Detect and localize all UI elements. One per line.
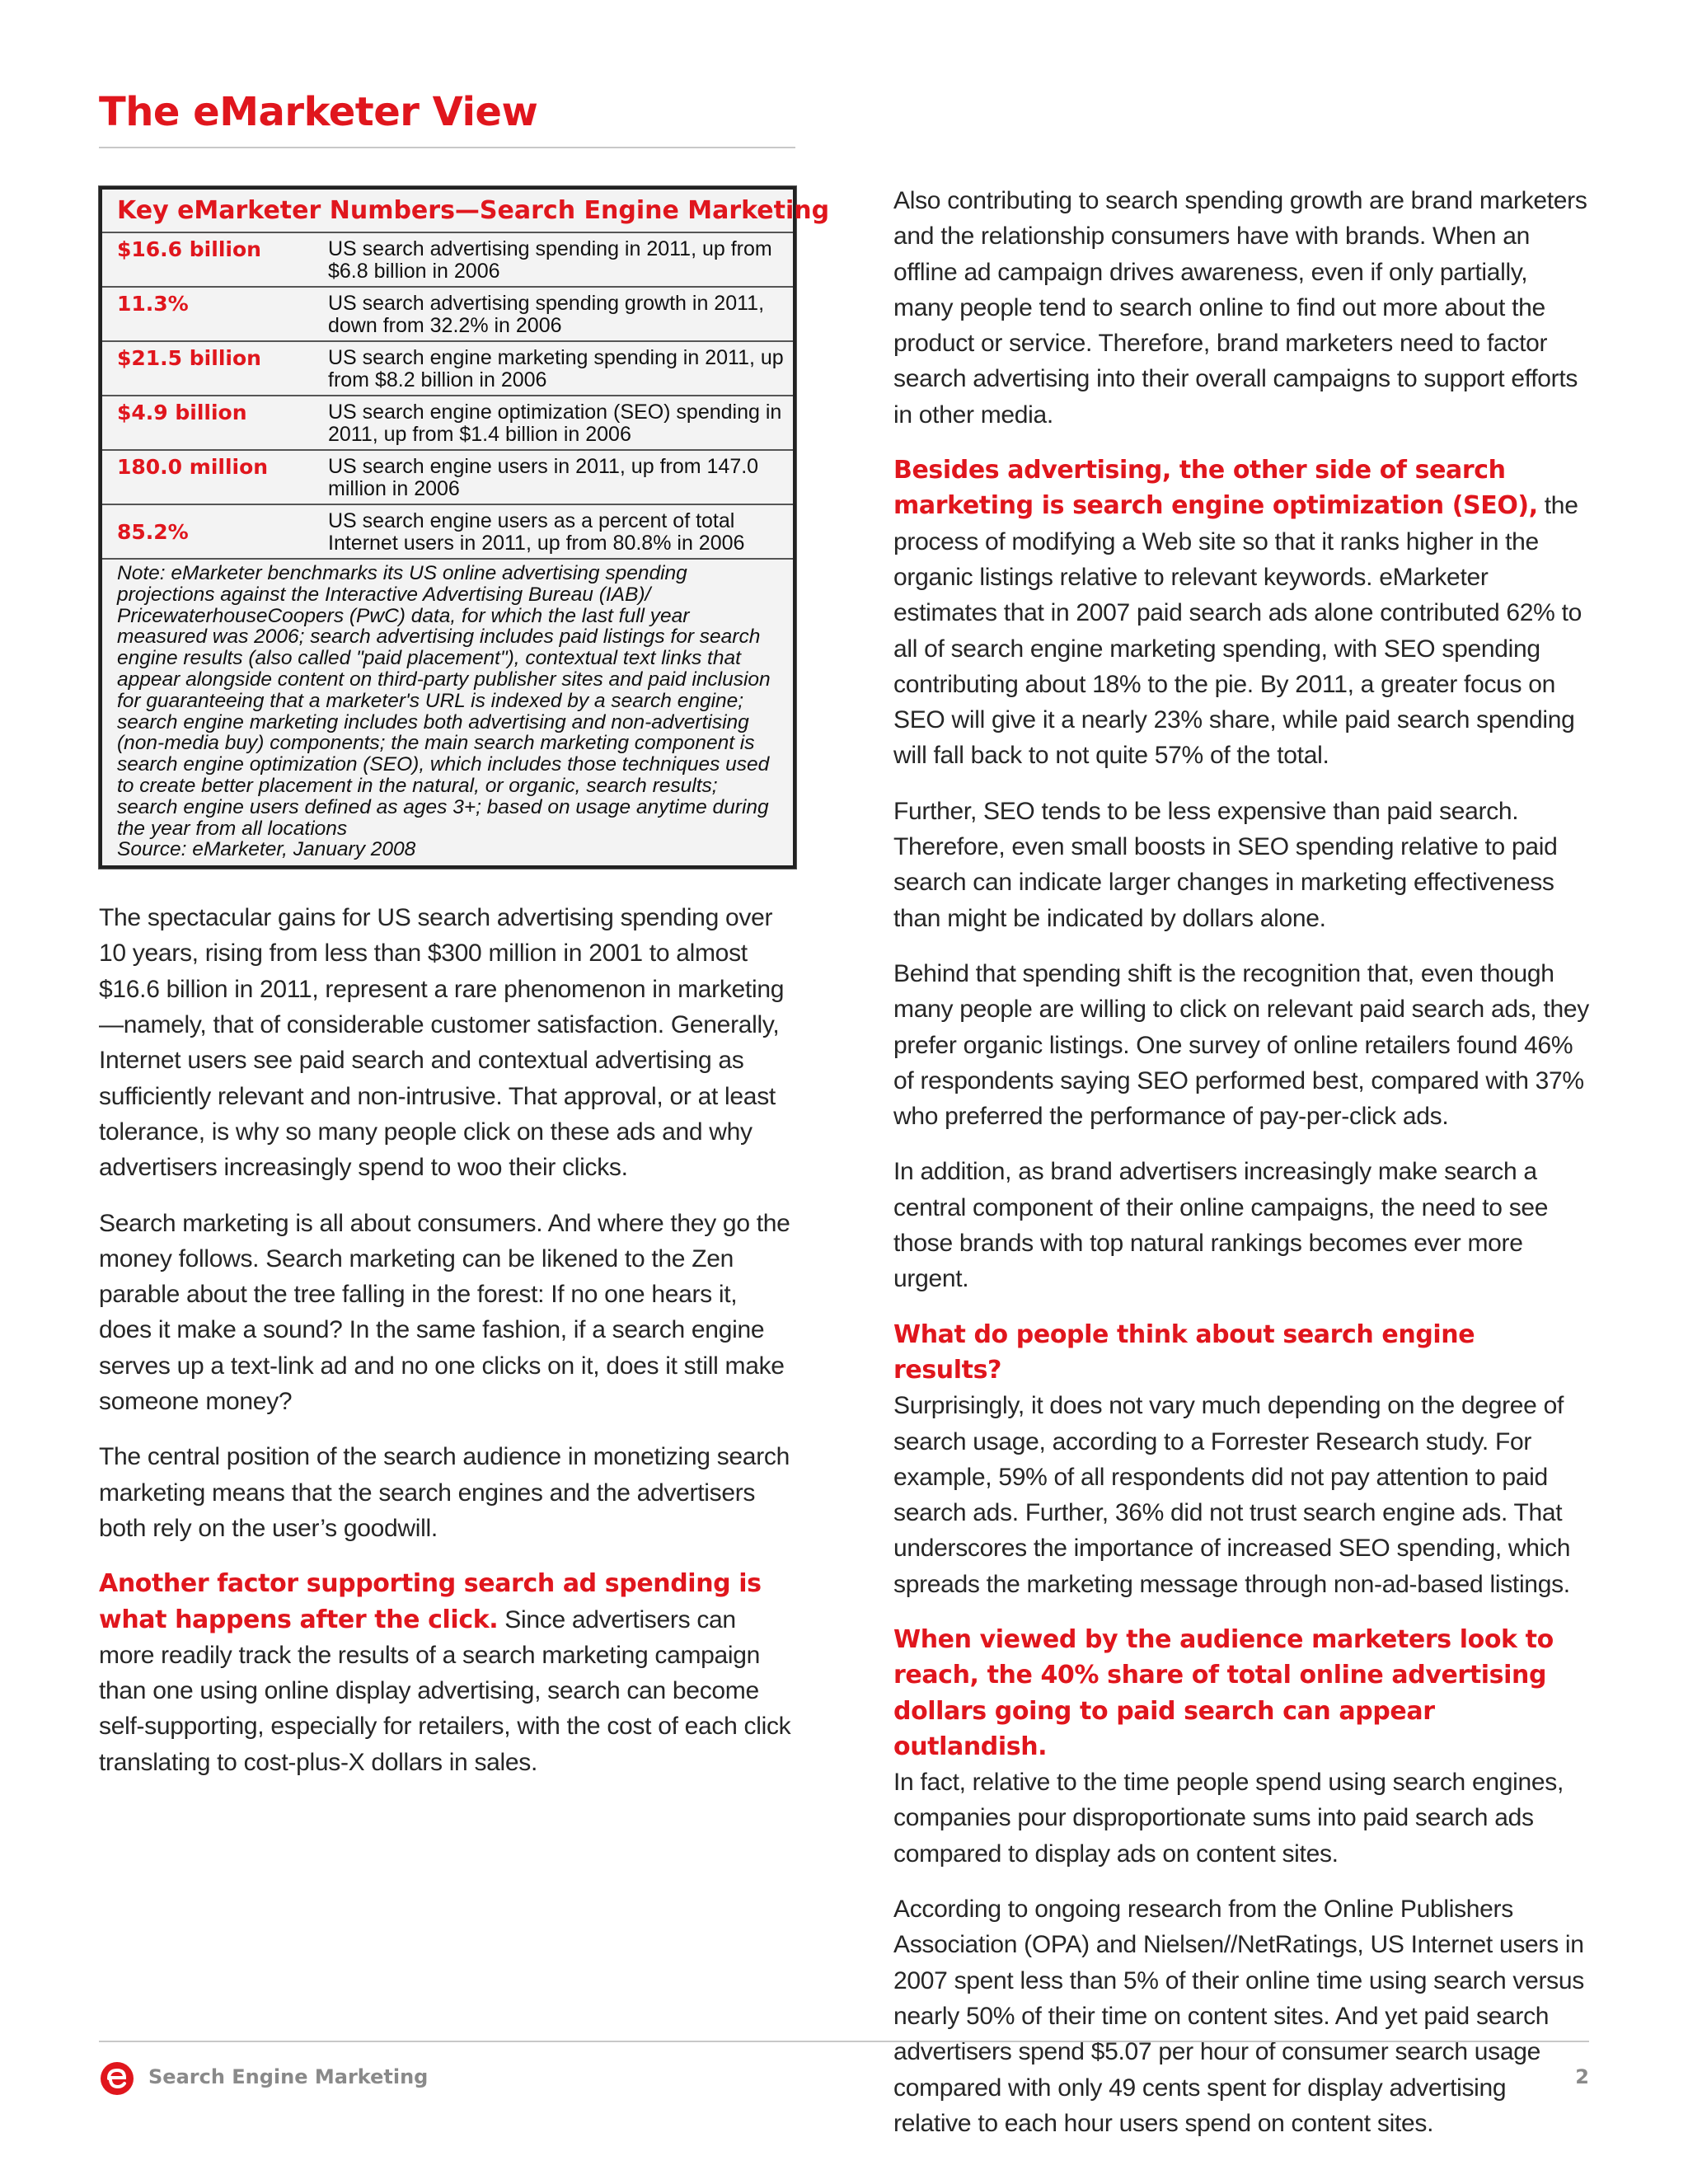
key-number-value: 85.2% <box>117 520 189 544</box>
key-number-value: $16.6 billion <box>117 237 261 261</box>
body-paragraph <box>893 452 1590 774</box>
right-column <box>893 183 1590 2161</box>
key-number-value: $4.9 billion <box>117 401 247 424</box>
highlight-lead: Besides advertising, the other side of search marketing is search engine optimization (SEO), <box>893 456 1538 521</box>
page-title: The eMarketer View <box>99 89 538 135</box>
key-number-value: 11.3% <box>117 292 189 316</box>
section-heading: What do people think about search engine results? <box>893 1319 1475 1385</box>
paragraph-text: the process of modifying a Web site so that it ranks higher in the organic listings relative to relevant keywords. eMarketer estimates that in 2007 paid search ads alone contributed 62% to all of search engine marketing spending, with SEO spending contributing about 18% to the pie. By 2011, a greater focus on SEO will give it a nearly 23% share, while paid search spending will fall back to not quite 57% of the total. <box>893 492 1582 770</box>
highlight-lead: Another factor supporting search ad spending is what happens after the click. <box>99 1569 762 1634</box>
footer-report-title: Search Engine Marketing <box>148 2065 429 2088</box>
key-number-row <box>102 342 793 396</box>
page-number: 2 <box>1575 2065 1589 2088</box>
note-text: Note: eMarketer benchmarks its US online advertising spending projections against the Interactive Advertising Bureau (IAB)/ PricewaterhouseCoopers (PwC) data, for which the last full year measured was 2006; search advertising includes paid listings for search engine results (also called "paid placement"), contextual text links that appear alongside content on third-party publisher sites and paid inclusion for guaranteeing that a marketer's URL is indexed by a search engine; search engine marketing includes both advertising and non-advertising (non-media buy) components; the main search marketing component is search engine optimization (SEO), which includes those techniques used to create better placement in the natural, or organic, search results; search engine users defined as ages 3+; based on usage anytime during the year from all locations <box>117 562 771 840</box>
key-number-description: US search engine marketing spending in 2011, up from $8.2 billion in 2006 <box>328 346 784 391</box>
key-numbers-box <box>99 186 830 869</box>
body-paragraph: Also contributing to search spending growth are brand marketers and the relationship consumers have with brands. When an offline ad campaign drives awareness, even if only partially, many people tend to search online to find out more about the product or service. Therefore, brand marketers need to factor search advertising into their overall campaigns to support efforts in other media. <box>893 187 1587 429</box>
key-number-value: 180.0 million <box>117 455 269 479</box>
section-heading: When viewed by the audience marketers look to reach, the 40% share of total online advertising dollars going to paid search can appear outlandish. <box>893 1624 1554 1761</box>
source-text: Source: eMarketer, January 2008 <box>117 838 416 861</box>
body-paragraph: The spectacular gains for US search advertising spending over 10 years, rising from less than $300 million in 2001 to almost $16.6 billion in 2011, represent a rare phenomenon in marketing—namely, that of considerable customer satisfaction. Generally, Internet users see paid search and contextual advertising as sufficiently relevant and non-intrusive. That approval, or at least tolerance, is why so many people click on these ads and why advertisers increasingly spend to woo their clicks. <box>99 904 785 1182</box>
emarketer-logo-icon <box>99 2060 135 2097</box>
body-paragraph: Search marketing is all about consumers. And where they go the money follows. Search marketing can be likened to the Zen parable about the tree falling in the forest: If no one hears it, does it make a sound? In the same fashion, if a search engine serves up a text-link ad and no one clicks on it, does it still make someone money? <box>99 1209 790 1416</box>
key-number-description: US search engine users in 2011, up from 147.0 million in 2006 <box>328 455 759 500</box>
body-paragraph: Surprisingly, it does not vary much depending on the degree of search usage, according to a Forrester Research study. For example, 59% of all respondents did not pay attention to paid search ads. Further, 36% did not trust search engine ads. That underscores the importance of increased SEO spending, which spreads the marketing message through non-ad-based listings. <box>893 1392 1571 1598</box>
key-number-row <box>102 505 793 560</box>
body-paragraph: According to ongoing research from the Online Publishers Association (OPA) and Nielsen//NetRatings, US Internet users in 2007 spent less than 5% of their online time using search versus nearly 50% of their time on content sites. And yet paid search advertisers spend $5.07 per hour of consumer search usage compared with only 49 cents spent for display advertising relative to each hour users spend on content sites. <box>893 1896 1584 2137</box>
key-number-row <box>102 396 793 451</box>
body-paragraph: Behind that spending shift is the recognition that, even though many people are willing to click on relevant paid search ads, they prefer organic listings. One survey of online retailers found 46% of respondents saying SEO performed best, compared with 37% who preferred the performance of pay-per-click ads. <box>893 959 1590 1131</box>
body-paragraph <box>99 1566 796 1780</box>
body-paragraph: Further, SEO tends to be less expensive than paid search. Therefore, even small boosts in SEO spending relative to paid search can indicate larger changes in marketing effectiveness than might be indicated by dollars alone. <box>893 797 1558 932</box>
key-numbers-header: Key eMarketer Numbers—Search Engine Marketing <box>102 190 793 233</box>
key-numbers-note <box>102 560 793 865</box>
body-section <box>893 1622 1590 1872</box>
paragraph-text: Since advertisers can more readily track the results of a search marketing campaign than one using online display advertising, search can become self-supporting, especially for retailers, with the cost of each click translating to cost-plus-X dollars in sales. <box>99 1605 791 1776</box>
key-number-row <box>102 451 793 505</box>
body-section <box>893 1317 1590 1602</box>
title-divider <box>99 147 795 148</box>
body-paragraph: In fact, relative to the time people spend using search engines, companies pour disproportionate sums into paid search ads compared to display ads on content sites. <box>893 1769 1564 1868</box>
body-paragraph: In addition, as brand advertisers increasingly make search a central component of their online campaigns, the need to see those brands with top natural rankings becomes ever more urgent. <box>893 1158 1549 1293</box>
key-number-row <box>102 288 793 342</box>
key-number-description: US search advertising spending growth in 2011, down from 32.2% in 2006 <box>328 292 765 337</box>
body-paragraph: The central position of the search audience in monetizing search marketing means that the search engines and the advertisers both rely on the user’s goodwill. <box>99 1443 790 1542</box>
key-number-value: $21.5 billion <box>117 346 261 370</box>
left-column <box>99 186 830 1800</box>
footer-divider <box>99 2041 1589 2042</box>
key-number-row <box>102 233 793 288</box>
key-number-description: US search advertising spending in 2011, up from $6.8 billion in 2006 <box>328 237 772 283</box>
key-number-description: US search engine users as a percent of total Internet users in 2011, up from 80.8% in 2006 <box>328 509 745 555</box>
key-number-description: US search engine optimization (SEO) spending in 2011, up from $1.4 billion in 2006 <box>328 401 782 446</box>
